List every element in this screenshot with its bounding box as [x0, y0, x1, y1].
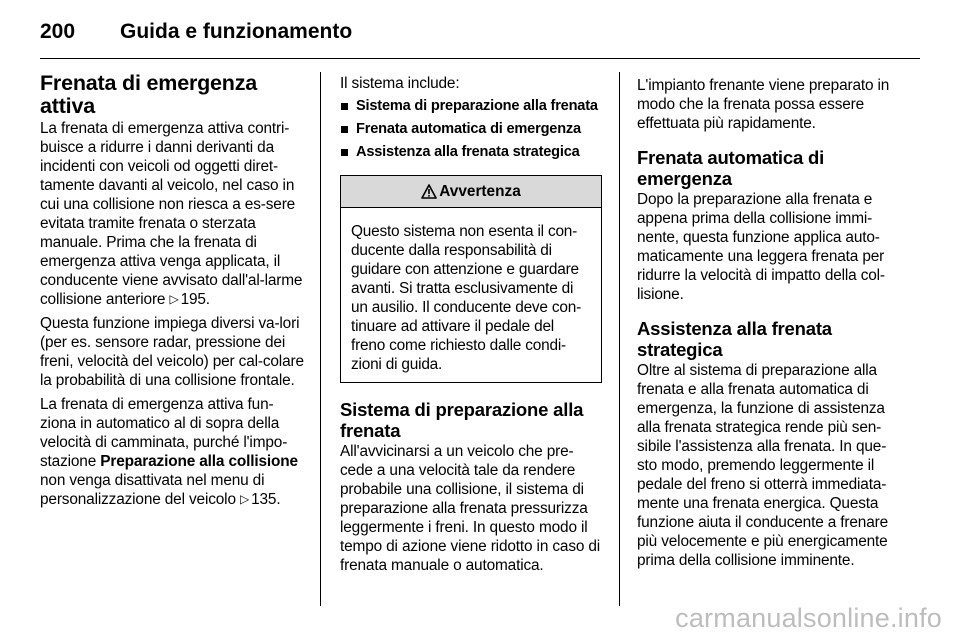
- system-intro: Il sistema include:: [340, 75, 460, 92]
- paragraph-frenata-automatica: Dopo la preparazione alla frenata e appena prima della collisione immi-nente, questa funzione applica auto-maticamente una leggera frenata per ridurre la velocità di impatto della col-lisione.: [637, 191, 885, 303]
- paragraph-activation: [40, 395, 308, 509]
- system-list: [340, 97, 602, 161]
- header-title: Guida e funzionamento: [120, 20, 353, 43]
- paragraph-assistenza: Oltre al sistema di preparazione alla frenata e alla frenata automatica di emergenza, la funzione di assistenza alla frenata strategica rende più sen-sibile l'assistenza alla frenata. In que-sto modo, premendo leggermente il pedale del freno si otterrà immediata-mente una frenata energica. Questa funzione aiuta il conducente a frenare più velocemente e più energicamente prima della collisione imminente.: [637, 362, 888, 569]
- watermark: carmanualsonline.info: [675, 603, 942, 633]
- page-ref-arrow-icon: ▷: [240, 492, 250, 506]
- list-item-text: Assistenza alla frenata strategica: [356, 144, 580, 160]
- column-divider-2: [619, 72, 620, 606]
- page-ref-link[interactable]: 135.: [251, 491, 281, 508]
- paragraph-sensors: Questa funzione impiega diversi va-lori (per es. sensore radar, pressione dei freni, velocità del veicolo) per cal-colare la probabilità di una collisione frontale.: [40, 315, 304, 389]
- section-heading-assistenza: Assistenza alla frenata strategica: [637, 318, 832, 360]
- section-heading-frenata-automatica: Frenata automatica di emergenza: [637, 147, 825, 189]
- paragraph-intro: [40, 119, 308, 309]
- setting-name: Preparazione alla collisione: [100, 453, 298, 470]
- section-heading-preparazione: Sistema di preparazione alla frenata: [340, 399, 584, 441]
- list-item: [340, 120, 602, 138]
- column-divider-1: [320, 72, 321, 606]
- column-1: [40, 72, 308, 514]
- warning-header: [341, 176, 601, 208]
- bullet-square-icon: [341, 149, 348, 156]
- list-item: [340, 143, 602, 161]
- column-2: [340, 74, 602, 580]
- paragraph-preparazione: All'avvicinarsi a un veicolo che pre-cede a una velocità tale da rendere probabile una collisione, il sistema di preparazione alla frenata pressurizza leggermente i freni. In questo modo il tempo di azione viene ridotto in caso di frenata manuale o automatica.: [340, 443, 601, 574]
- warning-title: Avvertenza: [439, 182, 521, 200]
- column-3: [637, 76, 905, 575]
- list-item-text: Sistema di preparazione alla frenata: [356, 98, 598, 114]
- bullet-square-icon: [341, 103, 348, 110]
- page-ref-arrow-icon: ▷: [169, 292, 179, 306]
- warning-box: [340, 175, 602, 383]
- paragraph-intro-text: La frenata di emergenza attiva contri-buisce a ridurre i danni derivanti da incidenti con veicoli od oggetti diret-tamente davanti al veicolo, nel caso in cui una collisione non riesca a es-sere evitata tramite frenata o sterzata manuale. Prima che la frenata di emergenza attiva venga applicata, il conducente viene avvisato dall'al-larme collisione anteriore: [40, 120, 303, 308]
- page-header: [40, 18, 920, 58]
- bullet-square-icon: [341, 126, 348, 133]
- warning-body: Questo sistema non esenta il con-ducente dalla responsabilità di guidare con attenzione e guardare avanti. Si tratta esclusivamente di un ausilio. Il conducente deve con-tinuare ad attivare il pedale del freno come richiesto dalle condi-zioni di guida.: [351, 223, 581, 373]
- header-rule: [40, 58, 920, 59]
- list-item: [340, 97, 602, 115]
- page-ref-link[interactable]: 195.: [180, 291, 210, 308]
- warning-triangle-icon: [421, 184, 437, 199]
- paragraph-activation-post: non venga disattivata nel menu di personalizzazione del veicolo: [40, 472, 265, 508]
- paragraph-activation-pre: La frenata di emergenza attiva fun-ziona in automatico al di sopra della velocità di camminata, purché l'impo-stazione: [40, 396, 288, 470]
- page-number: 200: [40, 20, 76, 43]
- list-item-text: Frenata automatica di emergenza: [356, 121, 581, 137]
- section-heading-frenata-emergenza: Frenata di emergenza attiva: [40, 71, 258, 118]
- paragraph-impianto: L'impianto frenante viene preparato in modo che la frenata possa essere effettuata più rapidamente.: [637, 77, 890, 132]
